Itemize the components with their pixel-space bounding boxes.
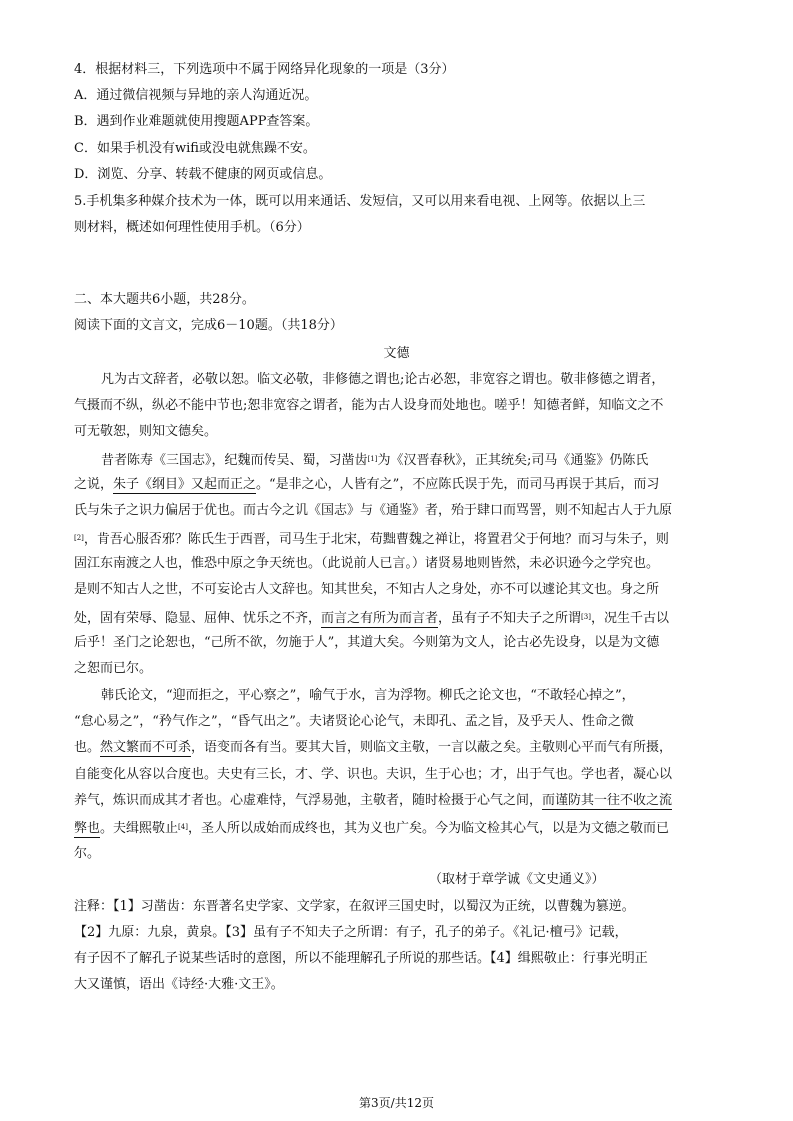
q5-line-1: 5.手机集多种媒介技术为一体，既可以用来通话、发短信，又可以用来看电视、上网等。依据以上三 — [74, 194, 646, 209]
passage-source: （取材于章学诚《文史通义》） — [429, 872, 605, 887]
p1-line-3: 可无敬恕，则知文德矣。 — [74, 424, 218, 439]
q5-line-2: 则材料，概述如何理性使用手机。（6分） — [74, 220, 310, 235]
page-footer: 第3页/共12页 — [359, 1096, 434, 1110]
note-line-3: 有子因不了解孔子说某些话时的意图，所以不能理解孔子所说的那些话。【4】缉熙敬止：行事光明正 — [74, 951, 648, 966]
underlined-phrase: 而言之有所为而言者 — [321, 611, 439, 626]
p2-line-2: 之说，朱子《纲目》又起而正之。“是非之心，人皆有之”，不应陈氏误于先，而司马再误于其后，而习 — [74, 477, 660, 492]
q4-option-d: D．浏览、分享、转载不健康的网页或信息。 — [74, 167, 332, 182]
p3-line-1: 韩氏论文，“迎而拒之，平心察之”，喻气于水，言为浮物。柳氏之论文也，“不敢轻心掉之”， — [101, 688, 635, 703]
p2-line-1: 昔者陈寿《三国志》，纪魏而传吴、蜀，习凿齿[1]为《汉晋春秋》，正其统矣;司马《通鉴》仍陈氏 — [101, 453, 649, 468]
p3-line-7: 尔。 — [74, 846, 101, 861]
q4-option-c: C．如果手机没有wifi或没电就焦躁不安。 — [74, 141, 316, 156]
note-ref-1: [1] — [367, 455, 378, 463]
p2-line-8: 后乎！圣门之论恕也，“己所不欲，勿施于人”，其道大矣。今则第为文人，论古必先设身，以是为文德 — [74, 635, 660, 650]
p3-line-4: 自能变化从容以合度也。夫史有三长，才、学、识也。夫识，生于心也；才，出于气也。学也者，凝心以 — [74, 767, 673, 782]
note-line-1: 注释：【1】习凿齿：东晋著名史学家、文学家，在叙评三国史时，以蜀汉为正统，以曹魏为篡逆。 — [74, 899, 635, 914]
underlined-phrase: 而谨防其一往不收之流 — [542, 793, 673, 808]
q4-option-a: A．通过微信视频与异地的亲人沟通近况。 — [74, 88, 318, 103]
section-heading: 二、本大题共6小题，共28分。 — [74, 292, 255, 307]
q4-stem: 4．根据材料三，下列选项中不属于网络异化现象的一项是（3分） — [74, 62, 455, 77]
p1-line-2: 气摄而不纵，纵必不能中节也;恕非宽容之谓者，能为古人设身而处地也。嗟乎！知德者鲜，知临文之不 — [74, 398, 664, 413]
p2-line-3: 氏与朱子之识力偏居于优也。而古今之讥《国志》与《通鉴》者，殆于肆口而骂詈，则不知起古人于九原 — [74, 503, 673, 518]
underlined-phrase: 弊也 — [74, 821, 101, 836]
p2-line-5: 固江东南渡之人也，惟恐中原之争天统也。（此说前人已言。）诸贤易地则皆然，未必识逊今之学究也。 — [74, 556, 660, 571]
underlined-phrase: 然文繁而不可杀 — [100, 740, 192, 755]
section-instruction: 阅读下面的文言文，完成6－10题。（共18分） — [74, 318, 343, 333]
q4-option-b: B．遇到作业难题就使用搜题APP查答案。 — [74, 114, 319, 129]
passage-title: 文德 — [383, 346, 410, 361]
p3-line-3: 也。然文繁而不可杀，语变而各有当。要其大旨，则临文主敬，一言以蔽之矣。主敬则心平而气有所摄， — [74, 740, 673, 755]
p3-line-6: 弊也。夫缉熙敬止[4]，圣人所以成始而成终也，其为义也广矣。今为临文检其心气，以是为文德之敬而已 — [74, 821, 669, 836]
note-line-4: 大又谨慎，语出《诗经·大雅·文王》。 — [74, 977, 284, 992]
p2-line-7: 处，固有荣辱、隐显、屈伸、忧乐之不齐，而言之有所为而言者，虽有子不知夫子之所谓[3]，况生千古以 — [74, 611, 669, 626]
note-ref-2: [2] — [74, 534, 84, 542]
p2-line-6: 是则不知古人之世，不可妄论古人文辞也。知其世矣，不知古人之身处，亦不可以遽论其文也。身之所 — [74, 582, 660, 597]
p1-line-1: 凡为古文辞者，必敬以恕。临文必敬，非修德之谓也;论古必恕，非宽容之谓也。敬非修德之谓者， — [101, 372, 665, 387]
underlined-phrase: 朱子《纲目》又起而正之 — [113, 477, 257, 492]
p3-line-2: “怠心易之”，“矜气作之”，“昏气出之”。夫诸贤论心论气，未即孔、孟之旨，及乎天人、性命之微 — [74, 714, 634, 729]
note-ref-3: [3] — [581, 613, 591, 621]
p2-line-4: [2]，肯吾心服否邪？陈氏生于西晋，司马生于北宋，苟黜曹魏之禅让，将置君父于何地？而习与朱子，则 — [74, 532, 669, 547]
p2-line-9: 之恕而已尔。 — [74, 661, 153, 676]
note-ref-4: [4] — [178, 823, 188, 831]
p3-line-5: 养气，炼识而成其才者也。心虚难恃，气浮易弛，主敬者，随时检摄于心气之间，而谨防其一往不收之流 — [74, 793, 673, 808]
note-line-2: 【2】九原：九泉，黄泉。【3】虽有子不知夫子之所谓：有子，孔子的弟子。《礼记·檀弓》记载， — [74, 925, 628, 940]
